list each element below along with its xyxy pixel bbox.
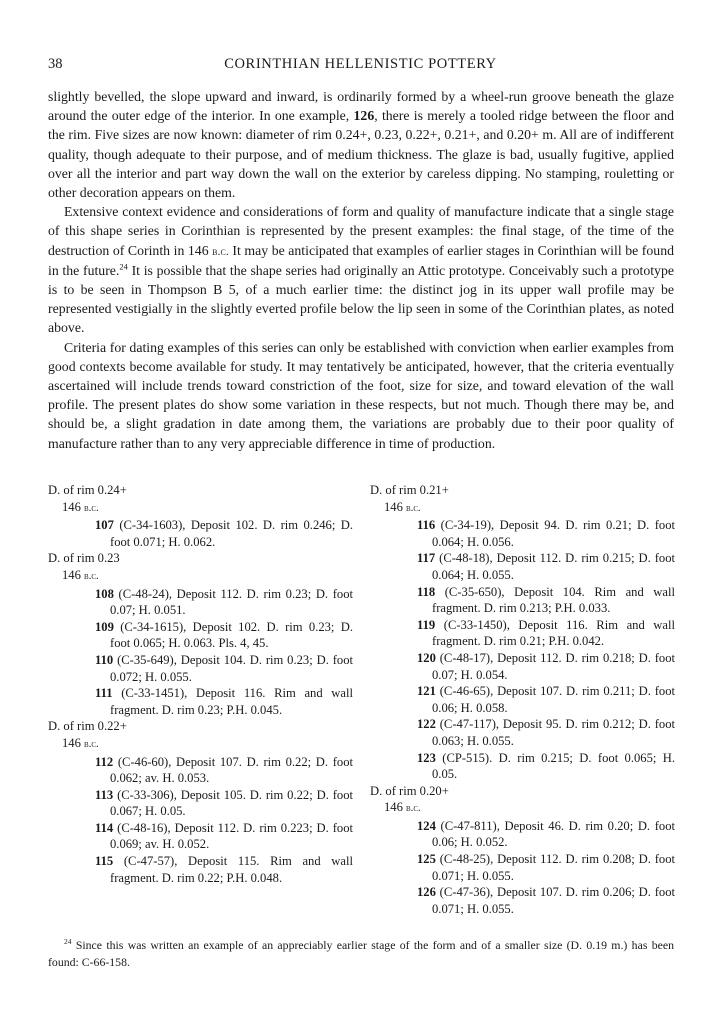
size-group-heading: D. of rim 0.23 [48,551,120,566]
paragraph-1: slightly bevelled, the slope upward and inward, is ordinarily formed by a wheel-run groove beneath the glaze around the outer edge of the interior. In one example, 126, there is merely a tooled ridge between the floor and the rim. Five sizes are now known: diameter of rim 0.24+, 0.23, 0.22+, 0.21+, and 0.20+ m. All are of indifferent quality, though adequate to their purpose, and of medium thickness. The glaze is bad, usually fugitive, applied over all the interior and part way down the wall on the exterior by careless dipping. No stamping, rouletting or other decoration appears on them. [48,89,675,201]
catalog-entry: 122 (C-47-117), Deposit 95. D. rim 0.212; D. foot 0.063; H. 0.055. [417,717,675,748]
catalog-entry: 107 (C-34-1603), Deposit 102. D. rim 0.246; D. foot 0.071; H. 0.062. [95,518,353,549]
catalog-column-right [370,482,675,917]
page-number: 38 [48,56,63,72]
running-head: CORINTHIAN HELLENISTIC POTTERY [224,56,497,72]
size-group-heading: D. of rim 0.22+ [48,719,127,734]
catalog-column-left [48,482,353,886]
catalog-entry: 111 (C-33-1451), Deposit 116. Rim and wall fragment. D. rim 0.23; P.H. 0.045. [95,686,353,717]
page-header [48,56,673,76]
catalog-entry: 109 (C-34-1615), Deposit 102. D. rim 0.23; D. foot 0.065; H. 0.063. Pls. 4, 45. [95,619,353,651]
size-group-heading: D. of rim 0.21+ [370,483,449,497]
catalog-entry: 121 (C-46-65), Deposit 107. D. rim 0.211; D. foot 0.06; H. 0.058. [417,684,675,715]
date-heading: 146 b.c. [62,567,99,582]
size-group-heading: D. of rim 0.24+ [48,483,127,497]
catalog-entry: 116 (C-34-19), Deposit 94. D. rim 0.21; D. foot 0.064; H. 0.056. [417,518,675,549]
body-text [48,87,674,453]
catalog-entry: 108 (C-48-24), Deposit 112. D. rim 0.23; D. foot 0.07; H. 0.051. [95,586,353,618]
catalog-entry: 124 (C-47-811), Deposit 46. D. rim 0.20; D. foot 0.06; H. 0.052. [417,818,675,850]
catalog-entry: 112 (C-46-60), Deposit 107. D. rim 0.22; D. foot 0.062; av. H. 0.053. [95,754,353,786]
footnote-number: 24 [64,937,72,947]
footnote-marker: 24 [119,261,128,272]
catalog-entry: 119 (C-33-1450), Deposit 116. Rim and wall fragment. D. rim 0.21; P.H. 0.042. [417,617,675,649]
date-heading: 146 b.c. [384,800,421,815]
footnote: $^{24}$ Since this was written an example of an appreciably earlier stage of the form and of a smaller size (D. 0.19 m.) has been found: C-66-158. [48,937,674,969]
size-group-heading: D. of rim 0.20+ [370,783,449,798]
paragraph-3: Criteria for dating examples of this series can only be established with conviction when earlier examples from good contexts become available for study. It may tentatively be anticipated, however, that the criteria eventually ascertained will include trends toward constriction of the foot, size for size, and toward elevation of the wall profile. The present plates do show some variation in these respects, but not much. Though there may be, and should be, a slight gradation in date among them, the variations are probably due to their poor quality of manufacture rather than to any very appreciable difference in time of production. [48,339,674,451]
catalog-entry: 110 (C-35-649), Deposit 104. D. rim 0.23; D. foot 0.072; H. 0.055. [95,652,353,684]
date-heading: 146 b.c. [62,499,99,514]
date-heading: 146 b.c. [62,735,99,750]
catalog-entry: 114 (C-48-16), Deposit 112. D. rim 0.223; D. foot 0.069; av. H. 0.052. [95,820,353,852]
catalog-reference: 126 [353,108,375,124]
catalog-entry: 123 (CP-515). D. rim 0.215; D. foot 0.065; H. 0.05. [417,750,675,782]
catalog-entry: 118 (C-35-650), Deposit 104. Rim and wall fragment. D. rim 0.213; P.H. 0.033. [417,584,675,616]
catalog-entry: 117 (C-48-18), Deposit 112. D. rim 0.215; D. foot 0.064; H. 0.055. [417,551,675,582]
catalog-entry: 113 (C-33-306), Deposit 105. D. rim 0.22; D. foot 0.067; H. 0.05. [95,787,353,819]
paragraph-2: Extensive context evidence and considerations of form and quality of manufacture indicate that a single stage of this shape series in Corinthian is represented by the present examples: the final stage, of the time of the destruction of Corinth in 146 b.c. It may be anticipated that examples of earlier stages in Corinthian will be found in the future.$^{24}$ It is possible that the shape series had originally an Attic prototype. Conceivably such a prototype is to be seen in Thompson B 5, of a much earlier time: the distinct jog in its upper wall profile may be represented vestigially in the slightly everted profile below the lip seen in some of the Corinthian plates, as noted above. [48,204,674,336]
catalog-entry: 126 (C-47-36), Deposit 107. D. rim 0.206; D. foot 0.071; H. 0.055. [417,885,675,916]
catalog-entry: 115 (C-47-57), Deposit 115. Rim and wall fragment. D. rim 0.22; P.H. 0.048. [95,854,353,885]
catalog-entry: 120 (C-48-17), Deposit 112. D. rim 0.218; D. foot 0.07; H. 0.054. [417,650,675,682]
date-heading: 146 b.c. [384,499,421,514]
catalog-entry: 125 (C-48-25), Deposit 112. D. rim 0.208; D. foot 0.071; H. 0.055. [417,852,675,883]
